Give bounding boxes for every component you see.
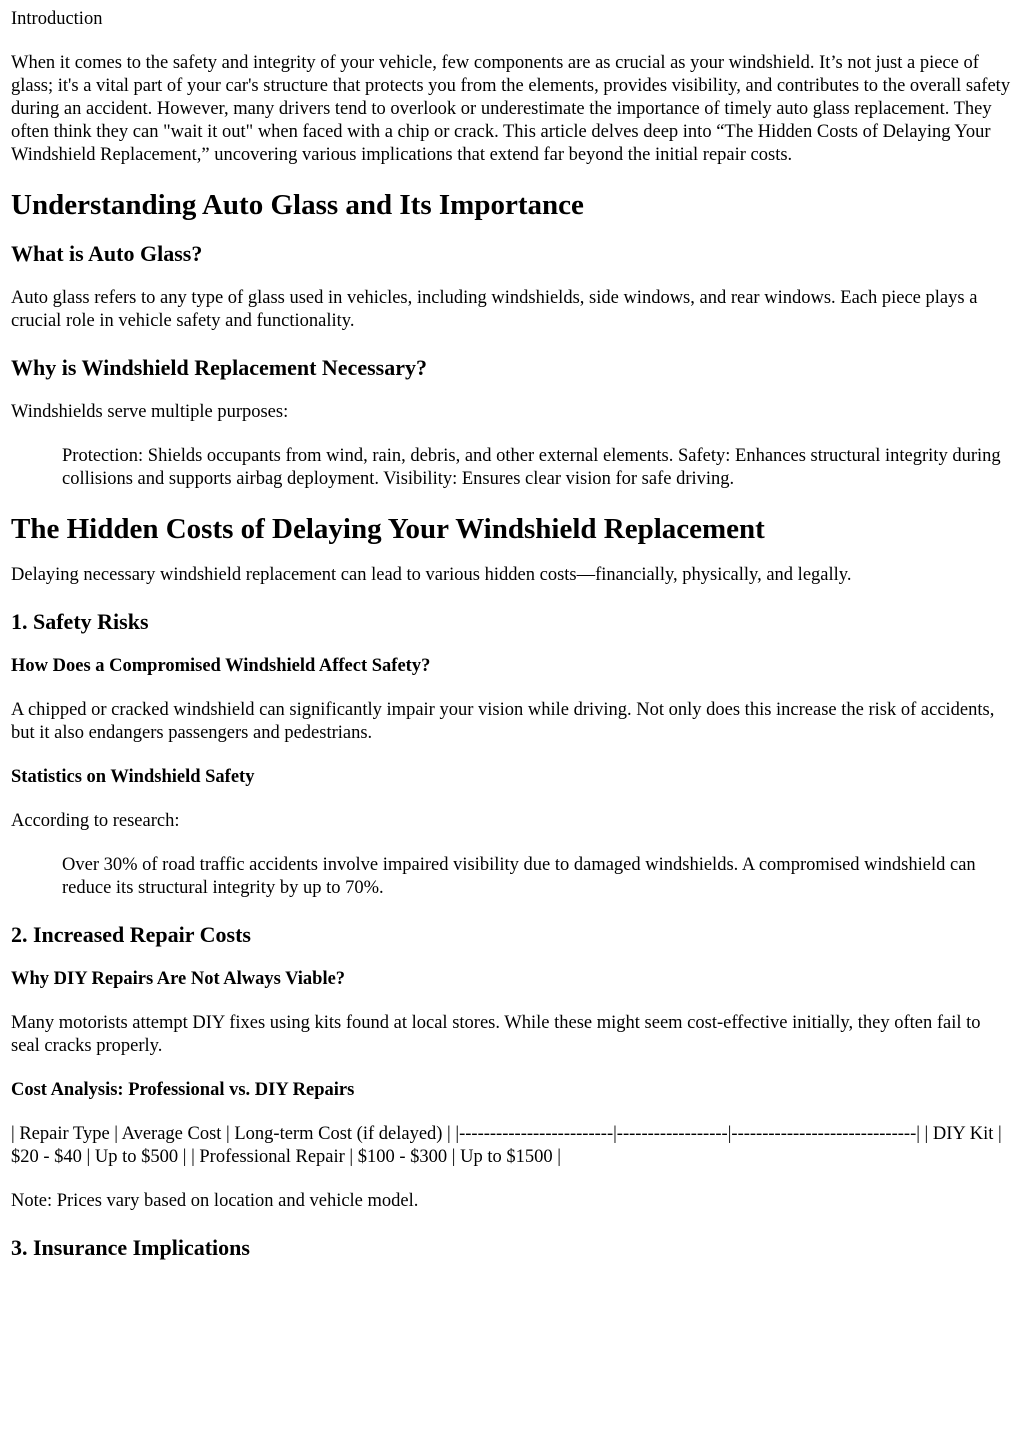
section-title-understanding: Understanding Auto Glass and Its Importance <box>11 189 584 221</box>
statistics-quote: Over 30% of road traffic accidents involve impaired visibility due to damaged windshields. A compromised windshield can reduce its structural integrity by up to 70%. <box>62 855 976 898</box>
intro-paragraph: When it comes to the safety and integrity of your vehicle, few components are as crucial as your windshield. It’s not just a piece of glass; it's a vital part of your car's structure that protects you from the elements, provides visibility, and contributes to the overall safety during an accident. However, many drivers tend to overlook or underestimate the importance of timely auto glass replacement. They often think they can "wait it out" when faced with a chip or crack. This article delves deep into “The Hidden Costs of Delaying Your Windshield Replacement,” uncovering various implications that extend far beyond the initial repair costs. <box>11 53 1011 165</box>
heading-safety-risks: 1. Safety Risks <box>11 609 149 634</box>
paragraph-price-note: Note: Prices vary based on location and vehicle model. <box>11 1191 419 1211</box>
heading-why-replacement: Why is Windshield Replacement Necessary? <box>11 355 427 380</box>
paragraph-statistics: According to research: <box>11 811 180 831</box>
paragraph-why-replacement: Windshields serve multiple purposes: <box>11 402 289 422</box>
cost-table-text: | Repair Type | Average Cost | Long-term Cost (if delayed) | |-------------------------|------------------|------------------------------| | DIY Kit | $20 - $40 | Up to $500 | | Professional Repair | $100 - $300 | Up to $1500 | <box>11 1124 1002 1167</box>
heading-what-is-auto-glass: What is Auto Glass? <box>11 241 203 266</box>
intro-label: Introduction <box>11 9 103 29</box>
section-title-hidden-costs: The Hidden Costs of Delaying Your Windshield Replacement <box>11 513 765 545</box>
heading-statistics: Statistics on Windshield Safety <box>11 767 255 787</box>
purposes-quote: Protection: Shields occupants from wind, rain, debris, and other external elements. Safety: Enhances structural integrity during collisions and supports airbag deployment. Visibility: Ensures clear vision for safe driving. <box>62 446 1001 489</box>
paragraph-diy-repairs: Many motorists attempt DIY fixes using kits found at local stores. While these might seem cost-effective initially, they often fail to seal cracks properly. <box>11 1013 981 1056</box>
paragraph-hidden-costs-intro: Delaying necessary windshield replacement can lead to various hidden costs—financially, physically, and legally. <box>11 565 852 585</box>
heading-insurance-implications: 3. Insurance Implications <box>11 1235 250 1260</box>
heading-diy-repairs: Why DIY Repairs Are Not Always Viable? <box>11 969 346 989</box>
heading-increased-repair-costs: 2. Increased Repair Costs <box>11 922 251 947</box>
paragraph-what-is-auto-glass: Auto glass refers to any type of glass used in vehicles, including windshields, side windows, and rear windows. Each piece plays a crucial role in vehicle safety and functionality. <box>11 288 978 331</box>
heading-cost-analysis: Cost Analysis: Professional vs. DIY Repairs <box>11 1080 355 1100</box>
paragraph-compromised-windshield: A chipped or cracked windshield can significantly impair your vision while driving. Not only does this increase the risk of accidents, but it also endangers passengers and pedestrians. <box>11 700 995 743</box>
heading-compromised-windshield: How Does a Compromised Windshield Affect Safety? <box>11 656 431 676</box>
